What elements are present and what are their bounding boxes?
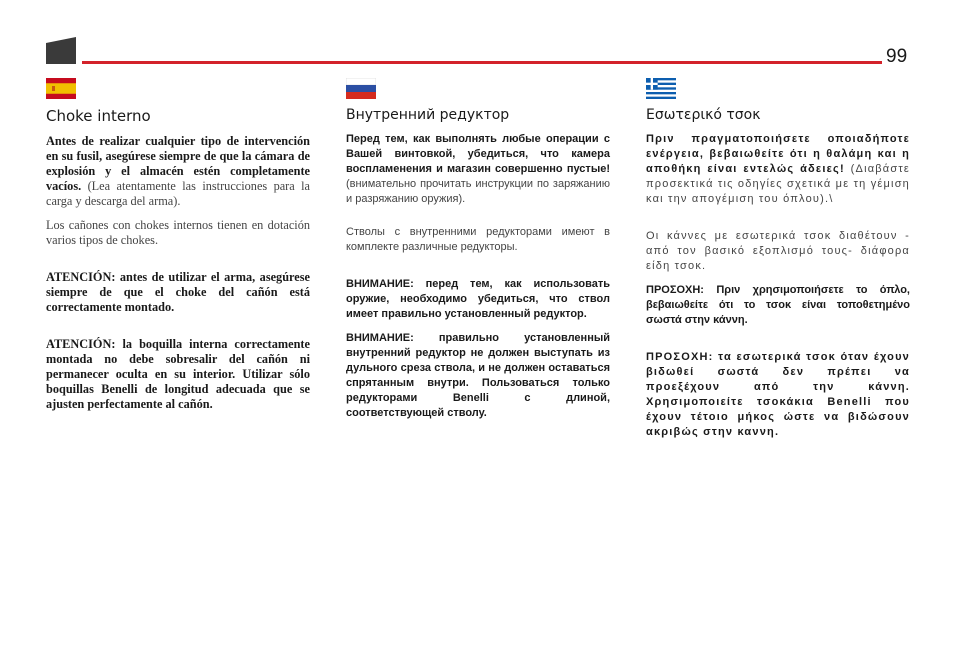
warning-2-text-greek: ΠΡΟΣΟΧΗ: τα εσωτερικά τσοκ όταν έχουν βιδωθεί σωστά δεν πρέπει να προεξέχουν από την κάννη. Χρησιμοποιείτε τσοκάκια Benelli που έχουν τέτοιο μήκος ώστε να βιδώσουν ακριβώς στην καννη. xyxy=(646,351,910,438)
intro-paragraph-russian xyxy=(346,132,610,207)
russia-flag-icon xyxy=(346,78,376,99)
body-paragraph-greek: Οι κάννες με εσωτερικά τσοκ διαθέτουν - από τον βασικό εξοπλισμό τους- διάφορα είδη τσοκ. xyxy=(646,230,910,272)
warning-2-text-spanish: ATENCIÓN: la boquilla interna correctamente montada no debe sobresalir del cañón ni permanecer oculta en su interior. Utilizar sólo boquillas Benelli de longitud adecuada que se ajusten perfectamente al cañón. xyxy=(46,337,310,411)
intro-bold-greek: Πριν πραγματοποιήσετε οποιαδήποτε ενέργεια, βεβαιωθείτε ότι η θαλάμη και η αποθήκη είναι εντελώς άδειες! xyxy=(646,133,910,175)
intro-note-russian: (внимательно прочитать инструкции по заряжанию и разряжанию оружия). xyxy=(346,178,610,205)
warning-1-text-greek: ΠΡΟΣΟΧΗ: Πριν χρησιμοποιήσετε το όπλο, βεβαιωθείτε ότι το τσοκ είναι τοποθετημένο σωστά στην κάννη. xyxy=(646,284,910,326)
warning-1-spanish xyxy=(46,270,310,315)
intro-note-spanish: (Lea atentamente las instrucciones para la carga y descarga del arma). xyxy=(46,179,310,208)
intro-paragraph-greek xyxy=(646,132,910,207)
warning-1-text-russian: ВНИМАНИЕ: перед тем, как использовать оружие, необходимо убедиться, что ствол имеет правильно установленный редуктор. xyxy=(346,278,610,320)
body-paragraph-spanish: Los cañones con chokes internos tienen en dotación varios tipos de chokes. xyxy=(46,218,310,247)
intro-paragraph-spanish xyxy=(46,134,310,209)
corner-tab-icon xyxy=(46,37,76,64)
warning-2-russian xyxy=(346,331,610,421)
page-number: 99 xyxy=(886,46,908,67)
warning-1-text-spanish: ATENCIÓN: antes de utilizar el arma, asegúrese siempre de que el choke del cañón está correctamente montado. xyxy=(46,270,310,314)
greece-flag-icon xyxy=(646,78,676,99)
section-title-greek: Εσωτερικό τσοκ xyxy=(646,107,761,123)
column-russian xyxy=(346,78,610,421)
header-rule xyxy=(82,61,882,64)
column-greek xyxy=(646,78,910,440)
warning-1-greek xyxy=(646,283,910,328)
section-title-russian: Внутренний редуктор xyxy=(346,107,510,123)
column-spanish xyxy=(46,78,310,412)
warning-1-russian xyxy=(346,277,610,322)
warning-2-spanish xyxy=(46,337,310,412)
intro-note-greek: (Διαβάστε προσεκτικά τις οδηγίες σχετικά με τη γέμιση και την απογέμιση του όπλου).\ xyxy=(646,163,910,205)
section-title-spanish: Choke interno xyxy=(46,107,151,125)
intro-bold-russian: Перед тем, как выполнять любые операции с Вашей винтовкой, убедиться, что камера воспламенения и магазин совершенно пустые! xyxy=(346,133,610,175)
body-paragraph-russian: Стволы с внутренними редукторами имеют в комплекте различные редукторы. xyxy=(346,226,610,253)
warning-2-text-russian: ВНИМАНИЕ: правильно установленный внутренний редуктор не должен выступать из дульного среза ствола, и не должен оставаться спрятанным внутри. Пользоваться только редукторами Benelli с длиной, соответствующей стволу. xyxy=(346,332,610,419)
intro-bold-spanish: Antes de realizar cualquier tipo de intervención en su fusil, asegúrese siempre de que la cámara de explosión y el almacén estén completamente vacíos. xyxy=(46,134,310,193)
spain-flag-icon xyxy=(46,78,76,99)
warning-2-greek xyxy=(646,350,910,440)
